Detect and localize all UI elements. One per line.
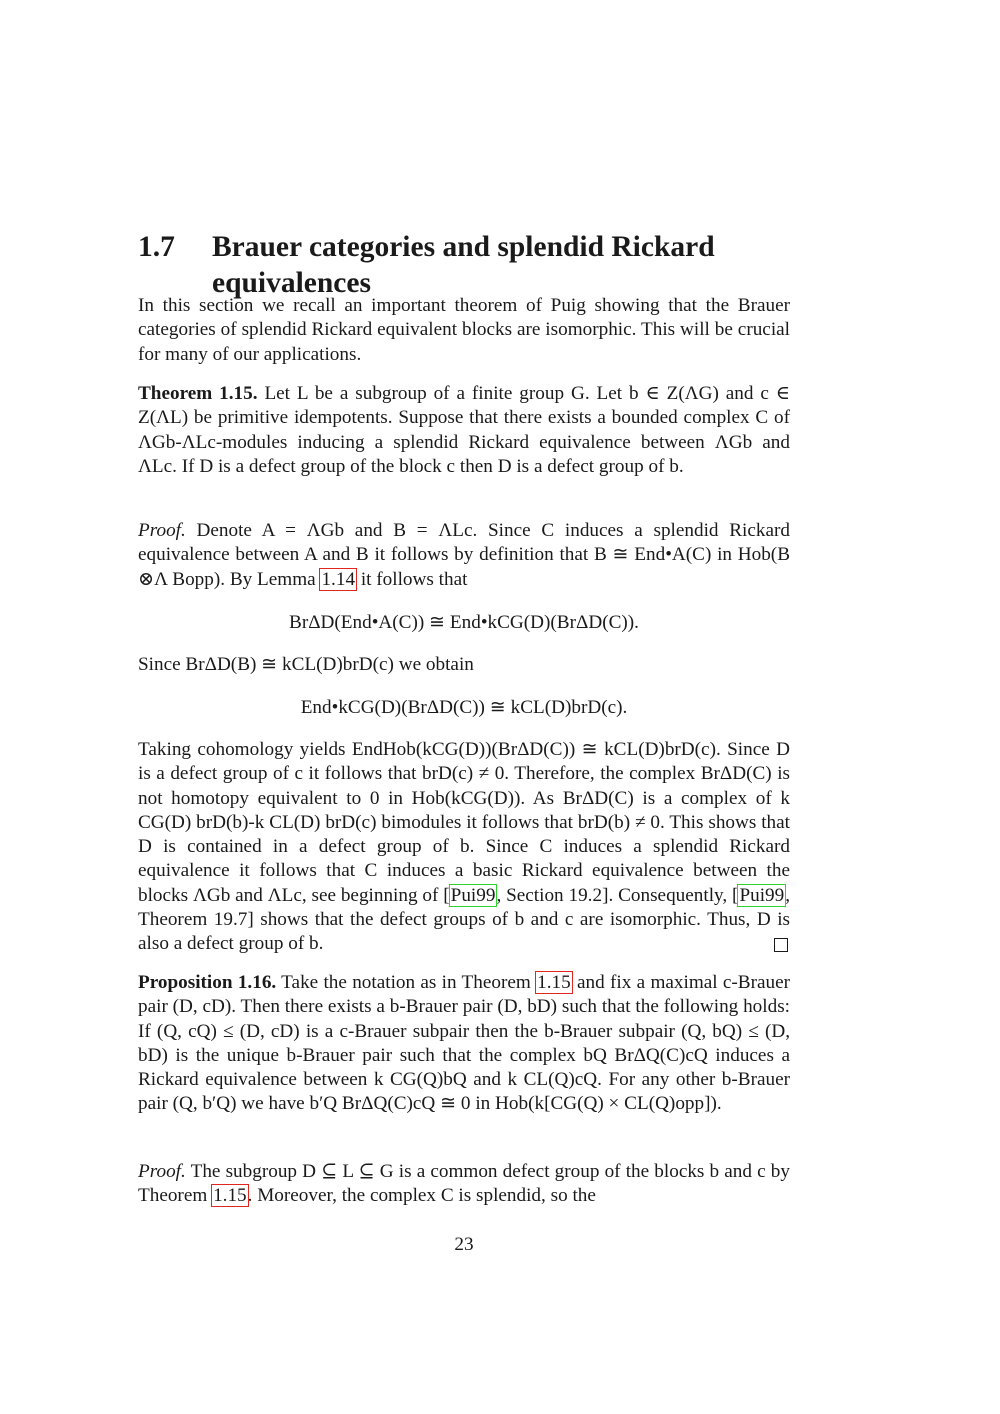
proof-text: , Section 19.2]. Consequently,: [496, 884, 728, 906]
citation-link[interactable]: Pui99: [450, 884, 496, 906]
theorem-label: Theorem 1.15.: [138, 383, 258, 404]
proposition-text: Take the notation as in Theorem: [281, 972, 531, 993]
proof-text: , Theorem 19.7] shows that the defect groups of b and c are isomorphic. Thus, D is also a defect group of b.: [138, 884, 791, 955]
proof-1-paragraph-3: Taking cohomology yields EndHob(kCG(D))(BrΔD(C)) ≅ kCL(D)brD(c). Since D is a defect group of c it follows that brD(c) ≠ 0. Therefore, the complex BrΔD(C) is not homotopy equivalent to 0 in Hob(kCG(D)). As BrΔD(C) is a complex of k CG(D) brD(b)-k CL(D) brD(c) bimodules it follows that brD(b) ≠ 0. This shows that D is contained in a defect group of b. Since C induces a splendid Rickard equivalence it follows that C induces a basic Rickard equivalence between the blocks ΛGb and ΛLc, see beginning of [Pui99, Section 19.2]. Consequently, [Pui99, Theorem 19.7] shows that the defect groups of b and c are isomorphic. Thus, D is also a defect group of b.: [138, 739, 791, 955]
proof-text: The subgroup D ⊆ L ⊆ G is a common defect group of the blocks b and c by Theorem: [138, 1161, 790, 1207]
section-number: 1.7: [138, 231, 175, 264]
proof-label: Proof.: [138, 520, 186, 541]
theorem-1-15: [138, 382, 790, 479]
section-title: Brauer categories and splendid Rickard equivalences: [212, 231, 715, 300]
theorem-ref-link[interactable]: 1.15: [213, 1185, 247, 1207]
intro-paragraph: In this section we recall an important theorem of Puig showing that the Brauer categories of splendid Rickard equivalent blocks are isomorphic. This will be crucial for many of our applications.: [138, 295, 790, 365]
proof-label: Proof.: [138, 1161, 186, 1182]
proof-1-paragraph-2: Since BrΔD(B) ≅ kCL(D)brD(c) we obtain: [138, 654, 474, 675]
qed-box: [774, 938, 788, 952]
proof-1-paragraph-1: [138, 519, 790, 592]
proposition-text: and fix a maximal c-Brauer pair (D, cD). Then there exists a b-Brauer pair (D, bD) such that the following holds: If (Q, cQ) ≤ (D, cD) is a c-Brauer subpair then the b-Brauer subpair (Q, bQ) ≤ (D, bD) is the unique b-Brauer pair such that the complex bQ BrΔQ(C)cQ induces a Rickard equivalence between k CG(Q)bQ and k CL(Q)cQ. For any other b-Brauer pair (Q, b′Q) we have b′Q BrΔQ(C)cQ ≅ 0 in Hob(k[CG(Q) × CL(Q)opp]).: [138, 972, 791, 1115]
proof-2-paragraph: [138, 1160, 790, 1209]
display-equation-2: End•kCG(D)(BrΔD(C)) ≅ kCL(D)brD(c).: [300, 697, 628, 718]
proof-text: it follows that: [360, 568, 468, 590]
proof-text: . Moreover, the complex C is splendid, so the: [247, 1185, 596, 1207]
citation-link[interactable]: Pui99: [739, 884, 785, 906]
proposition-label: Proposition 1.16.: [138, 972, 277, 993]
proposition-1-16: [138, 971, 790, 1117]
proof-text: Denote A = ΛGb and B = ΛLc. Since C induces a splendid Rickard equivalence between A and B it follows by definition that B ≅ End•A(C) in Hob(B ⊗Λ Bopp). By Lemma: [138, 520, 790, 590]
theorem-ref-link[interactable]: 1.15: [537, 972, 571, 993]
section-heading: [138, 229, 790, 301]
proof-text: Taking cohomology yields EndHob(kCG(D))(BrΔD(C)) ≅ kCL(D)brD(c). Since D is a defect group of c it follows that brD(c) ≠ 0. Therefore, the complex BrΔD(C) is not homotopy equivalent to 0 in Hob(kCG(D)). As BrΔD(C) is a complex of k CG(D) brD(b)-k CL(D) brD(c) bimodules it follows that brD(b) ≠ 0. This shows that D is contained in a defect group of b. Since C induces a splendid Rickard equivalence it follows that C induces a basic Rickard equivalence between the blocks ΛGb and ΛLc, see beginning of: [138, 739, 790, 906]
lemma-ref-link[interactable]: 1.14: [321, 568, 356, 590]
display-equation-1: BrΔD(End•A(C)) ≅ End•kCG(D)(BrΔD(C)).: [289, 612, 639, 633]
page-number: 23: [454, 1234, 474, 1255]
theorem-statement: Let L be a subgroup of a finite group G. Let b ∈ Z(ΛG) and c ∈ Z(ΛL) be primitive idempotents. Suppose that there exists a bounded complex C of ΛGb-ΛLc-modules inducing a splendid Rickard equivalence between ΛGb and ΛLc. If D is a defect group of the block c then D is a defect group of b.: [138, 383, 790, 477]
